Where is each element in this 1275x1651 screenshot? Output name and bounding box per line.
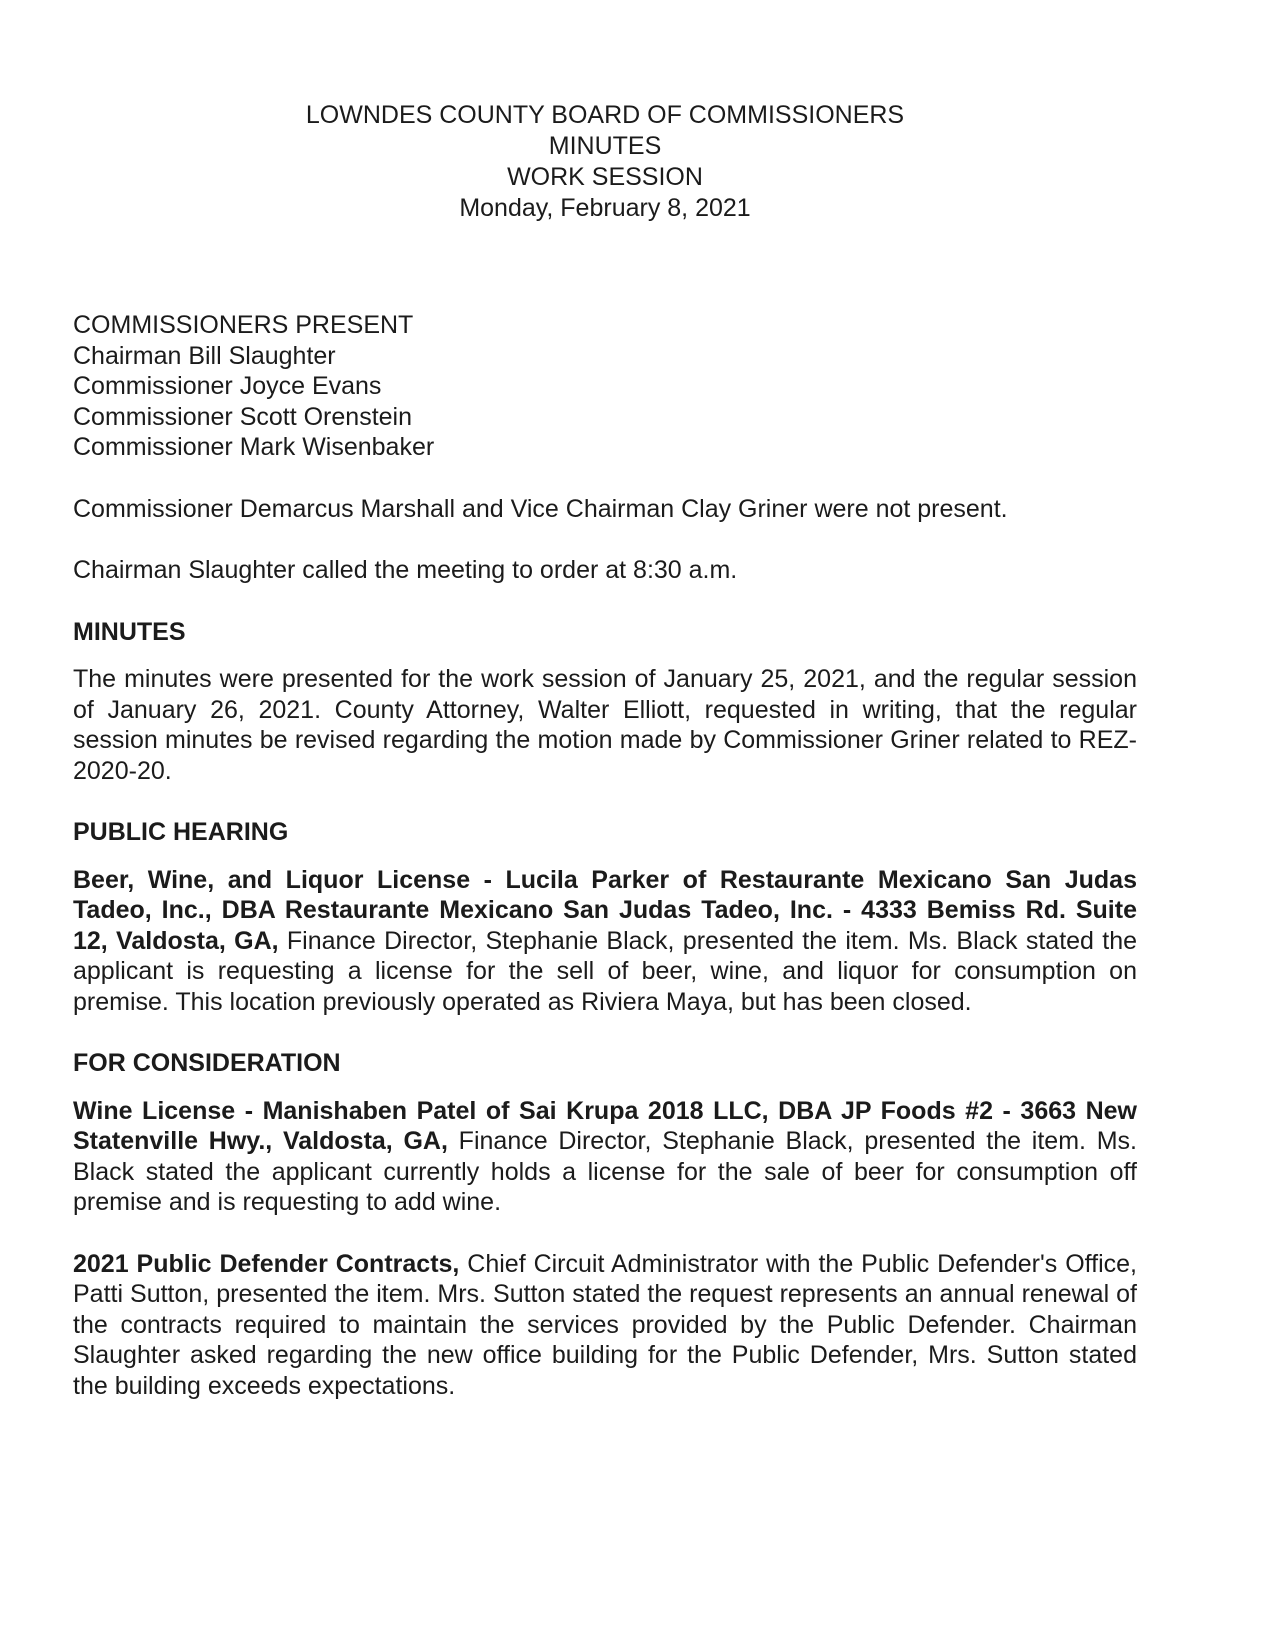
header-doc-type: MINUTES — [548, 132, 662, 160]
public-hearing-item — [73, 865, 1137, 1018]
for-consideration-heading: FOR CONSIDERATION — [73, 1049, 341, 1077]
document-header — [73, 100, 1137, 224]
commissioner-name: Commissioner Joyce Evans — [73, 372, 382, 400]
commissioners-present-block — [73, 310, 1137, 463]
commissioners-present-heading: COMMISSIONERS PRESENT — [73, 311, 414, 339]
call-to-order-note: Chairman Slaughter called the meeting to order at 8:30 a.m. — [73, 556, 738, 584]
for-consideration-item-body: Finance Director, Stephanie Black, presented the item. Ms. Black stated the applicant currently holds a license for the sale of beer for consumption off premise and is requesting to add wine. — [73, 1127, 1137, 1216]
commissioner-name: Commissioner Scott Orenstein — [73, 402, 413, 431]
for-consideration-item-lead: Wine License - Manishaben Patel of Sai Krupa 2018 LLC, DBA JP Foods #2 - 3663 New Statenville Hwy., Valdosta, GA, — [73, 1096, 1137, 1155]
minutes-heading: MINUTES — [73, 617, 186, 646]
public-hearing-item-body: Finance Director, Stephanie Black, presented the item. Ms. Black stated the applicant is requesting a license for the sell of beer, wine, and liquor for consumption on premise. This location previously operated as Riviera Maya, but has been closed. — [73, 926, 1137, 1016]
header-date: Monday, February 8, 2021 — [459, 194, 751, 222]
for-consideration-item-lead: 2021 Public Defender Contracts, — [73, 1249, 460, 1278]
header-org: LOWNDES COUNTY BOARD OF COMMISSIONERS — [305, 101, 905, 129]
absent-note: Commissioner Demarcus Marshall and Vice Chairman Clay Griner were not present. — [73, 494, 1008, 523]
for-consideration-item — [73, 1096, 1137, 1218]
commissioner-name: Chairman Bill Slaughter — [73, 341, 336, 370]
header-session: WORK SESSION — [507, 163, 703, 191]
commissioner-name: Commissioner Mark Wisenbaker — [73, 433, 435, 461]
public-hearing-heading: PUBLIC HEARING — [73, 818, 289, 846]
for-consideration-item — [73, 1249, 1137, 1402]
for-consideration-item-body: Chief Circuit Administrator with the Public Defender's Office, Patti Sutton, presented the item. Mrs. Sutton stated the request represents an annual renewal of the contracts required to maintain the services provided by the Public Defender. Chairman Slaughter asked regarding the new office building for the Public Defender, Mrs. Sutton stated the building exceeds expectations. — [73, 1249, 1137, 1400]
public-hearing-item-lead: Beer, Wine, and Liquor License - Lucila Parker of Restaurante Mexicano San Judas Tadeo, Inc., DBA Restaurante Mexicano San Judas Tadeo, Inc. - 4333 Bemiss Rd. Suite 12, Valdosta, GA, — [73, 865, 1137, 955]
minutes-paragraph: The minutes were presented for the work session of January 25, 2021, and the regular session of January 26, 2021. County Attorney, Walter Elliott, requested in writing, that the regular session minutes be revised regarding the motion made by Commissioner Griner related to REZ-2020-20. — [73, 665, 1137, 785]
